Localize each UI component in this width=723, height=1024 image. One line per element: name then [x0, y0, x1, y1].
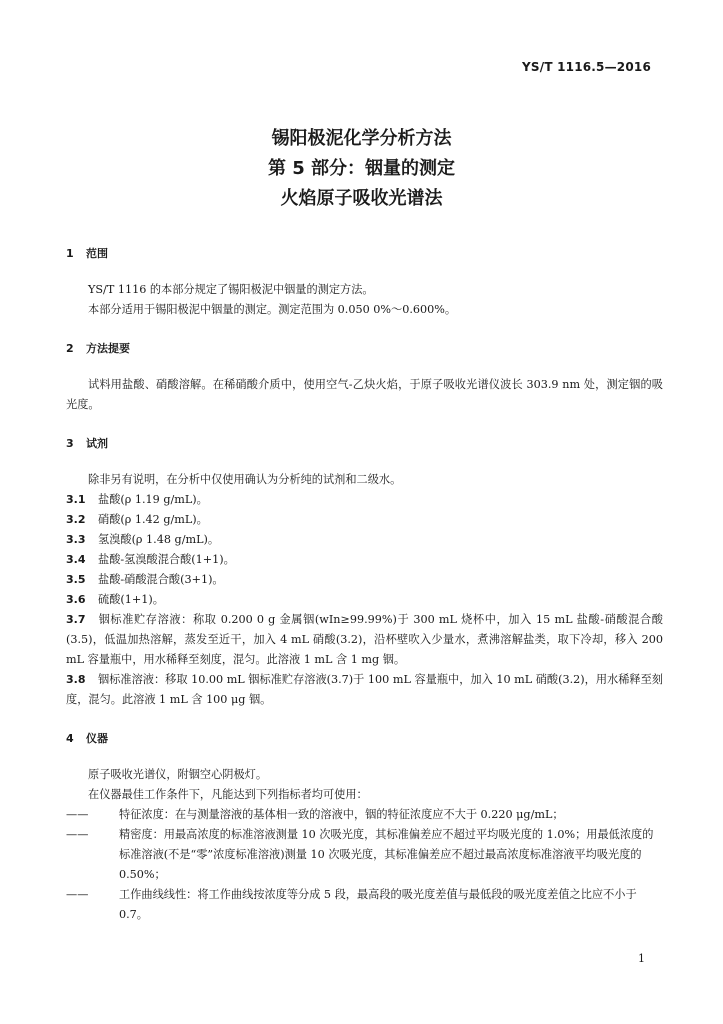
section-title: 仪器: [86, 732, 108, 745]
item-number: 3.4: [66, 553, 86, 566]
dash-marker: ——: [66, 828, 89, 841]
item-text: 硫酸(1+1)。: [98, 593, 164, 606]
item-text: 铟标准贮存溶液：称取 0.200 0 g 金属铟(wIn≥99.99%)于 300 mL 烧杯中，加入 15 mL 盐酸-硝酸混合酸(3.5)，低温加热溶解，蒸发至近干，加入 4 mL 硝酸(3.2)，沿杯壁吹入少量水，煮沸溶解盐类，取下冷却，移入 200 mL 容量瓶中，用水稀释至刻度，混匀。此溶液 1 mL 含 1 mg 铟。: [66, 613, 663, 666]
item-number: 3.3: [66, 533, 86, 546]
section-number: 4: [66, 732, 74, 745]
paragraph: YS/T 1116 的本部分规定了锡阳极泥中铟量的测定方法。: [88, 283, 374, 296]
dash-marker: ——: [66, 808, 89, 821]
criterion-text: 特征浓度：在与测量溶液的基体相一致的溶液中，铟的特征浓度应不大于 0.220 μg/mL；: [119, 808, 564, 821]
reagent-item: [66, 490, 663, 510]
item-text: 铟标准溶液：移取 10.00 mL 铟标准贮存溶液(3.7)于 100 mL 容量瓶中，加入 10 mL 硝酸(3.2)，用水稀释至刻度，混匀。此溶液 1 mL 含 100 μg 铟。: [66, 673, 663, 706]
section-number: 3: [66, 437, 74, 450]
reagent-item: [66, 510, 663, 530]
section-title: 范围: [86, 247, 108, 260]
paragraph: 除非另有说明，在分析中仅使用确认为分析纯的试剂和二级水。: [88, 473, 402, 486]
title-line-1: 锡阳极泥化学分析方法: [271, 128, 452, 149]
item-number: 3.5: [66, 573, 86, 586]
section-heading-scope: [66, 244, 663, 264]
criterion-item: [66, 885, 663, 925]
reagent-item: [66, 550, 663, 570]
standard-code: YS/T 1116.5—2016: [522, 60, 651, 74]
section-title: 试剂: [86, 437, 108, 450]
section-number: 2: [66, 342, 74, 355]
page-number: 1: [638, 952, 645, 965]
criterion-item: [66, 805, 663, 825]
item-number: 3.2: [66, 513, 86, 526]
criterion-text: 精密度：用最高浓度的标准溶液测量 10 次吸光度，其标准偏差应不超过平均吸光度的 1.0%；用最低浓度的标准溶液(不是“零”浓度标准溶液)测量 10 次吸光度，其标准偏差应不超过最高浓度标准溶液平均吸光度的 0.50%；: [119, 828, 654, 881]
item-number: 3.1: [66, 493, 86, 506]
section-number: 1: [66, 247, 74, 260]
item-text: 盐酸(ρ 1.19 g/mL)。: [98, 493, 208, 506]
paragraph: 试料用盐酸、硝酸溶解。在稀硝酸介质中，使用空气-乙炔火焰，于原子吸收光谱仪波长 303.9 nm 处，测定铟的吸光度。: [66, 378, 663, 411]
item-number: 3.7: [66, 613, 86, 626]
item-number: 3.8: [66, 673, 86, 686]
section-heading-reagents: [66, 434, 663, 454]
reagent-item-3-7: [66, 610, 663, 670]
criterion-item: [66, 825, 663, 885]
criterion-text: 工作曲线线性：将工作曲线按浓度等分成 5 段，最高段的吸光度差值与最低段的吸光度差值之比应不小于 0.7。: [119, 888, 637, 921]
item-text: 氢溴酸(ρ 1.48 g/mL)。: [98, 533, 220, 546]
item-text: 盐酸-氢溴酸混合酸(1+1)。: [98, 553, 235, 566]
paragraph: 原子吸收光谱仪，附铟空心阴极灯。: [88, 768, 268, 781]
reagent-item: [66, 530, 663, 550]
paragraph: 本部分适用于锡阳极泥中铟量的测定。测定范围为 0.050 0%～0.600%。: [88, 303, 457, 316]
reagent-item: [66, 570, 663, 590]
title-line-3: 火焰原子吸收光谱法: [280, 188, 443, 209]
document-body: [66, 244, 663, 925]
reagent-item: [66, 590, 663, 610]
reagent-item-3-8: [66, 670, 663, 710]
item-text: 硝酸(ρ 1.42 g/mL)。: [98, 513, 208, 526]
item-text: 盐酸-硝酸混合酸(3+1)。: [98, 573, 224, 586]
item-number: 3.6: [66, 593, 86, 606]
dash-marker: ——: [66, 888, 89, 901]
paragraph: 在仪器最佳工作条件下，凡能达到下列指标者均可使用：: [88, 788, 368, 801]
section-heading-method: [66, 339, 663, 359]
section-heading-apparatus: [66, 729, 663, 749]
document-title: [0, 124, 723, 214]
section-title: 方法提要: [86, 342, 130, 355]
title-line-2: 第 5 部分：铟量的测定: [267, 158, 456, 179]
